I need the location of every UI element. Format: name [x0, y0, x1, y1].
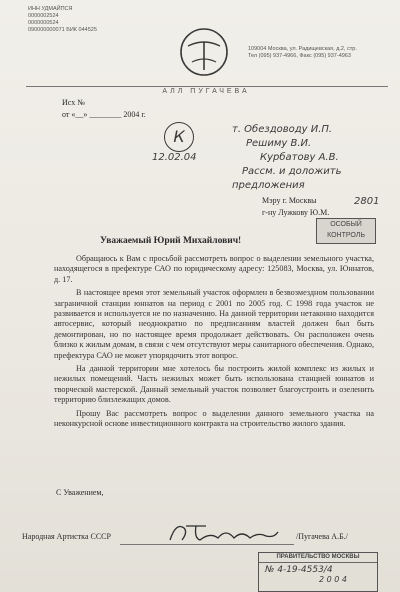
- body-paragraph: Прошу Вас рассмотреть вопрос о выделении данного земельного участка на неконкурсной основе инвестиционного контракта на строительство жилого здания.: [54, 408, 374, 429]
- letterhead-address: 109004 Москва, ул. Радищевская, д.2, стр.: [248, 46, 357, 52]
- addressee-line: г-ну Лужкову Ю.М.: [262, 208, 330, 217]
- letterhead-right: [248, 46, 396, 60]
- salutation: Уважаемый Юрий Михайлович!: [100, 236, 242, 246]
- resolution-line: предложения: [232, 180, 305, 191]
- letterhead-left-line: 090000000071 БИК 044525: [28, 27, 97, 33]
- handwritten-date: 12.02.04: [152, 152, 197, 163]
- special-control-stamp: ОСОБЫЙ КОНТРОЛЬ: [316, 218, 376, 244]
- resolution-line: т. Обездоводу И.П.: [232, 124, 333, 135]
- letterhead-left-line: 0000000524: [28, 20, 59, 26]
- letterhead-left-line: 0000002524: [28, 13, 59, 19]
- letter-body: [54, 254, 374, 430]
- resolution-number: 2801: [354, 196, 380, 207]
- letterhead-left-line: ИНН УДМАЙПСЯ: [28, 6, 73, 12]
- ref-number-label: Исх №: [62, 98, 85, 107]
- body-paragraph: Обращаюсь к Вам с просьбой рассмотреть вопрос о выделении земельного участка, находящегося в префектуре САО по юридическому адресу: 125083, Москва, ул. Юннатов, д. 17.: [54, 254, 374, 284]
- body-paragraph: В настоящее время этот земельный участок оформлен в безвозмездном пользовании заграничной станции юннатов на период с 2001 по 2005 год. С 1998 года участок не развивается и используется не по назначению. На данной территории нетаконно находится автосервис, который неоднократно по предписаниям властей должен был быть демонтирован, но по настоящее время продолжает действовать. Он расположен очень близко к жилым домам, в связи с чем отсутствуют меры санитарного обеспечения. Однако, префектура САО не может упорядочить этот вопрос.: [54, 288, 374, 360]
- header-divider: [26, 86, 388, 87]
- stamp-number: № 4-19-4553/4: [265, 565, 333, 575]
- signature-line: [120, 544, 294, 545]
- stamp-date: 2 0 0 4: [319, 575, 347, 584]
- resolution-line: Решиму В.И.: [246, 138, 312, 149]
- date-label: от «__» ________ 2004 г.: [62, 110, 146, 119]
- circled-letter-mark: К: [164, 122, 194, 152]
- body-paragraph: На данной территории мне хотелось бы построить жилой комплекс из жилых и нежилых помещений. Часть нежилых может быть использована станцией юннатов и творческой мастерской. Данный земельный участок позволяет благоустроить и озеленить территорию близлежащих домов.: [54, 364, 374, 405]
- stamp-title: ПРАВИТЕЛЬСТВО МОСКВЫ: [259, 553, 377, 563]
- letterhead-phone: Тел (095) 937-4966, Факс (095) 937-4963: [248, 53, 351, 59]
- org-name: АЛЛ ПУГАЧЕВА: [162, 88, 250, 95]
- resolution-line: Рассм. и доложить: [242, 166, 342, 177]
- closing: С Уважением,: [56, 488, 104, 497]
- letterhead-left: [28, 6, 138, 34]
- registration-stamp: [258, 552, 378, 592]
- addressee-line: Мэру г. Москвы: [262, 196, 317, 205]
- signatory-title: Народная Артистка СССР: [22, 532, 111, 541]
- resolution-line: Курбатову А.В.: [260, 152, 339, 163]
- signatory-name: /Пугачева А.Б./: [296, 532, 348, 541]
- organization-logo: [178, 26, 230, 78]
